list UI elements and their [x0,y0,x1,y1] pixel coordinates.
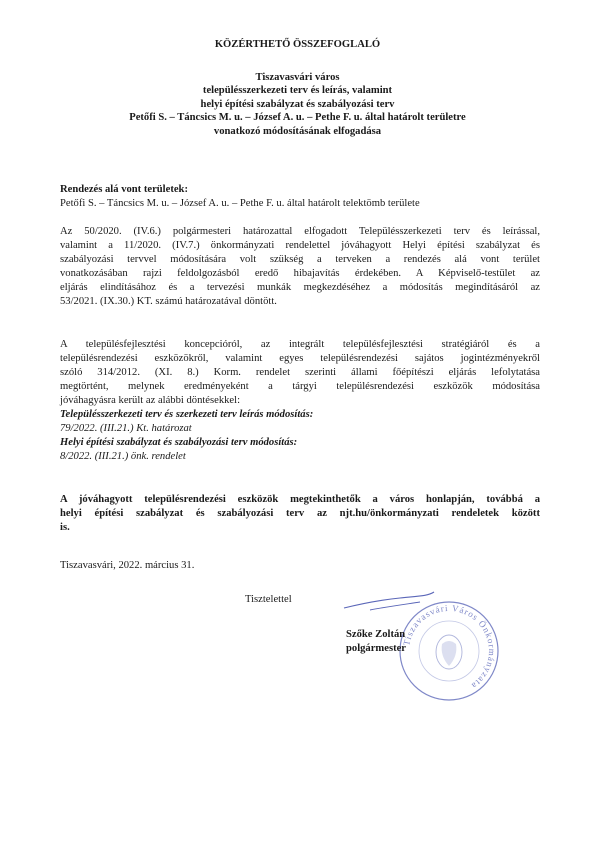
signer-title: polgármester [346,643,407,654]
place-date: Tiszavasvári, 2022. március 31. [60,560,195,571]
paragraph-line: szóló 314/2012. (XI. 8.) Korm. rendelet szerinti állami főépítészi eljárás lefolytatása [60,367,540,378]
notice-line: is. [60,522,70,533]
paragraph-line: megtörtént, melynek eredményeként a tárgyi településrendezési eszközök módosítása [60,381,540,392]
paragraph-line: vonatkozásában rajzi feldolgozásból eredő hibajavítás érdekében. A Képviselő-testület az [60,268,540,279]
paragraph-line: A településfejlesztési koncepcióról, az integrált településfejlesztési stratégiáról és a [60,339,540,350]
svg-text:Tiszavasvári Város Önkormányza: Tiszavasvári Város Önkormányzata [401,602,498,692]
closing: Tisztelettel [245,594,292,605]
signer-name: Szőke Zoltán [346,629,406,640]
paragraph-line: Az 50/2020. (IV.6.) polgármesteri határozattal elfogadott Településszerkezeti terv és leírással, [60,226,540,237]
paragraph-line: jóváhagyásra került az alábbi döntésekkel: [60,395,241,406]
document-title: KÖZÉRTHETŐ ÖSSZEFOGLALÓ [214,39,381,50]
paragraph-line: 53/2021. (IX.30.) KT. számú határozatával döntött. [60,296,277,307]
paragraph-line: szabályozási tervvel módosítására volt szükség a terveken a rendezés alá vont terület [60,254,540,265]
subject-line: Tiszavasvári város [255,72,340,83]
decision-label: Helyi építési szabályzat és szabályozási terv módosítás: [60,437,298,448]
paragraph-line: eljárás elindításához és a tervezési munkák megkezdéséhez a módosítás megindításáról az [60,282,540,293]
official-seal-icon [398,600,500,702]
subject-line: Petőfi S. – Táncsics M. u. – József A. u. – Pethe F. u. által határolt területre [129,112,466,123]
subject-line: településszerkezeti terv és leírás, valamint [202,85,393,96]
notice-line: A jóváhagyott településrendezési eszközök megtekinthetők a város honlapján, továbbá a [60,494,540,505]
subject-line: vonatkozó módosításának elfogadása [213,126,382,137]
decision-label: Településszerkezeti terv és szerkezeti terv leírás módosítás: [60,409,314,420]
paragraph-line: valamint a 11/2020. (IV.7.) önkormányzati rendelettel jóváhagyott Helyi építési szabályzat és [60,240,540,251]
paragraph-line: településrendezési eszközökről, valamint egyes településrendezési sajátos jogintézményekről [60,353,540,364]
decision-ref: 79/2022. (III.21.) Kt. határozat [60,423,192,434]
decision-ref: 8/2022. (III.21.) önk. rendelet [60,451,186,462]
area-text: Petőfi S. – Táncsics M. u. – József A. u. – Pethe F. u. által határolt telektömb területe [60,198,420,209]
subject-line: helyi építési szabályzat és szabályozási terv [200,99,395,110]
area-heading: Rendezés alá vont területek: [60,184,188,195]
notice-line: helyi építési szabályzat és szabályozási terv az njt.hu/önkormányzati rendeletek között [60,508,540,519]
